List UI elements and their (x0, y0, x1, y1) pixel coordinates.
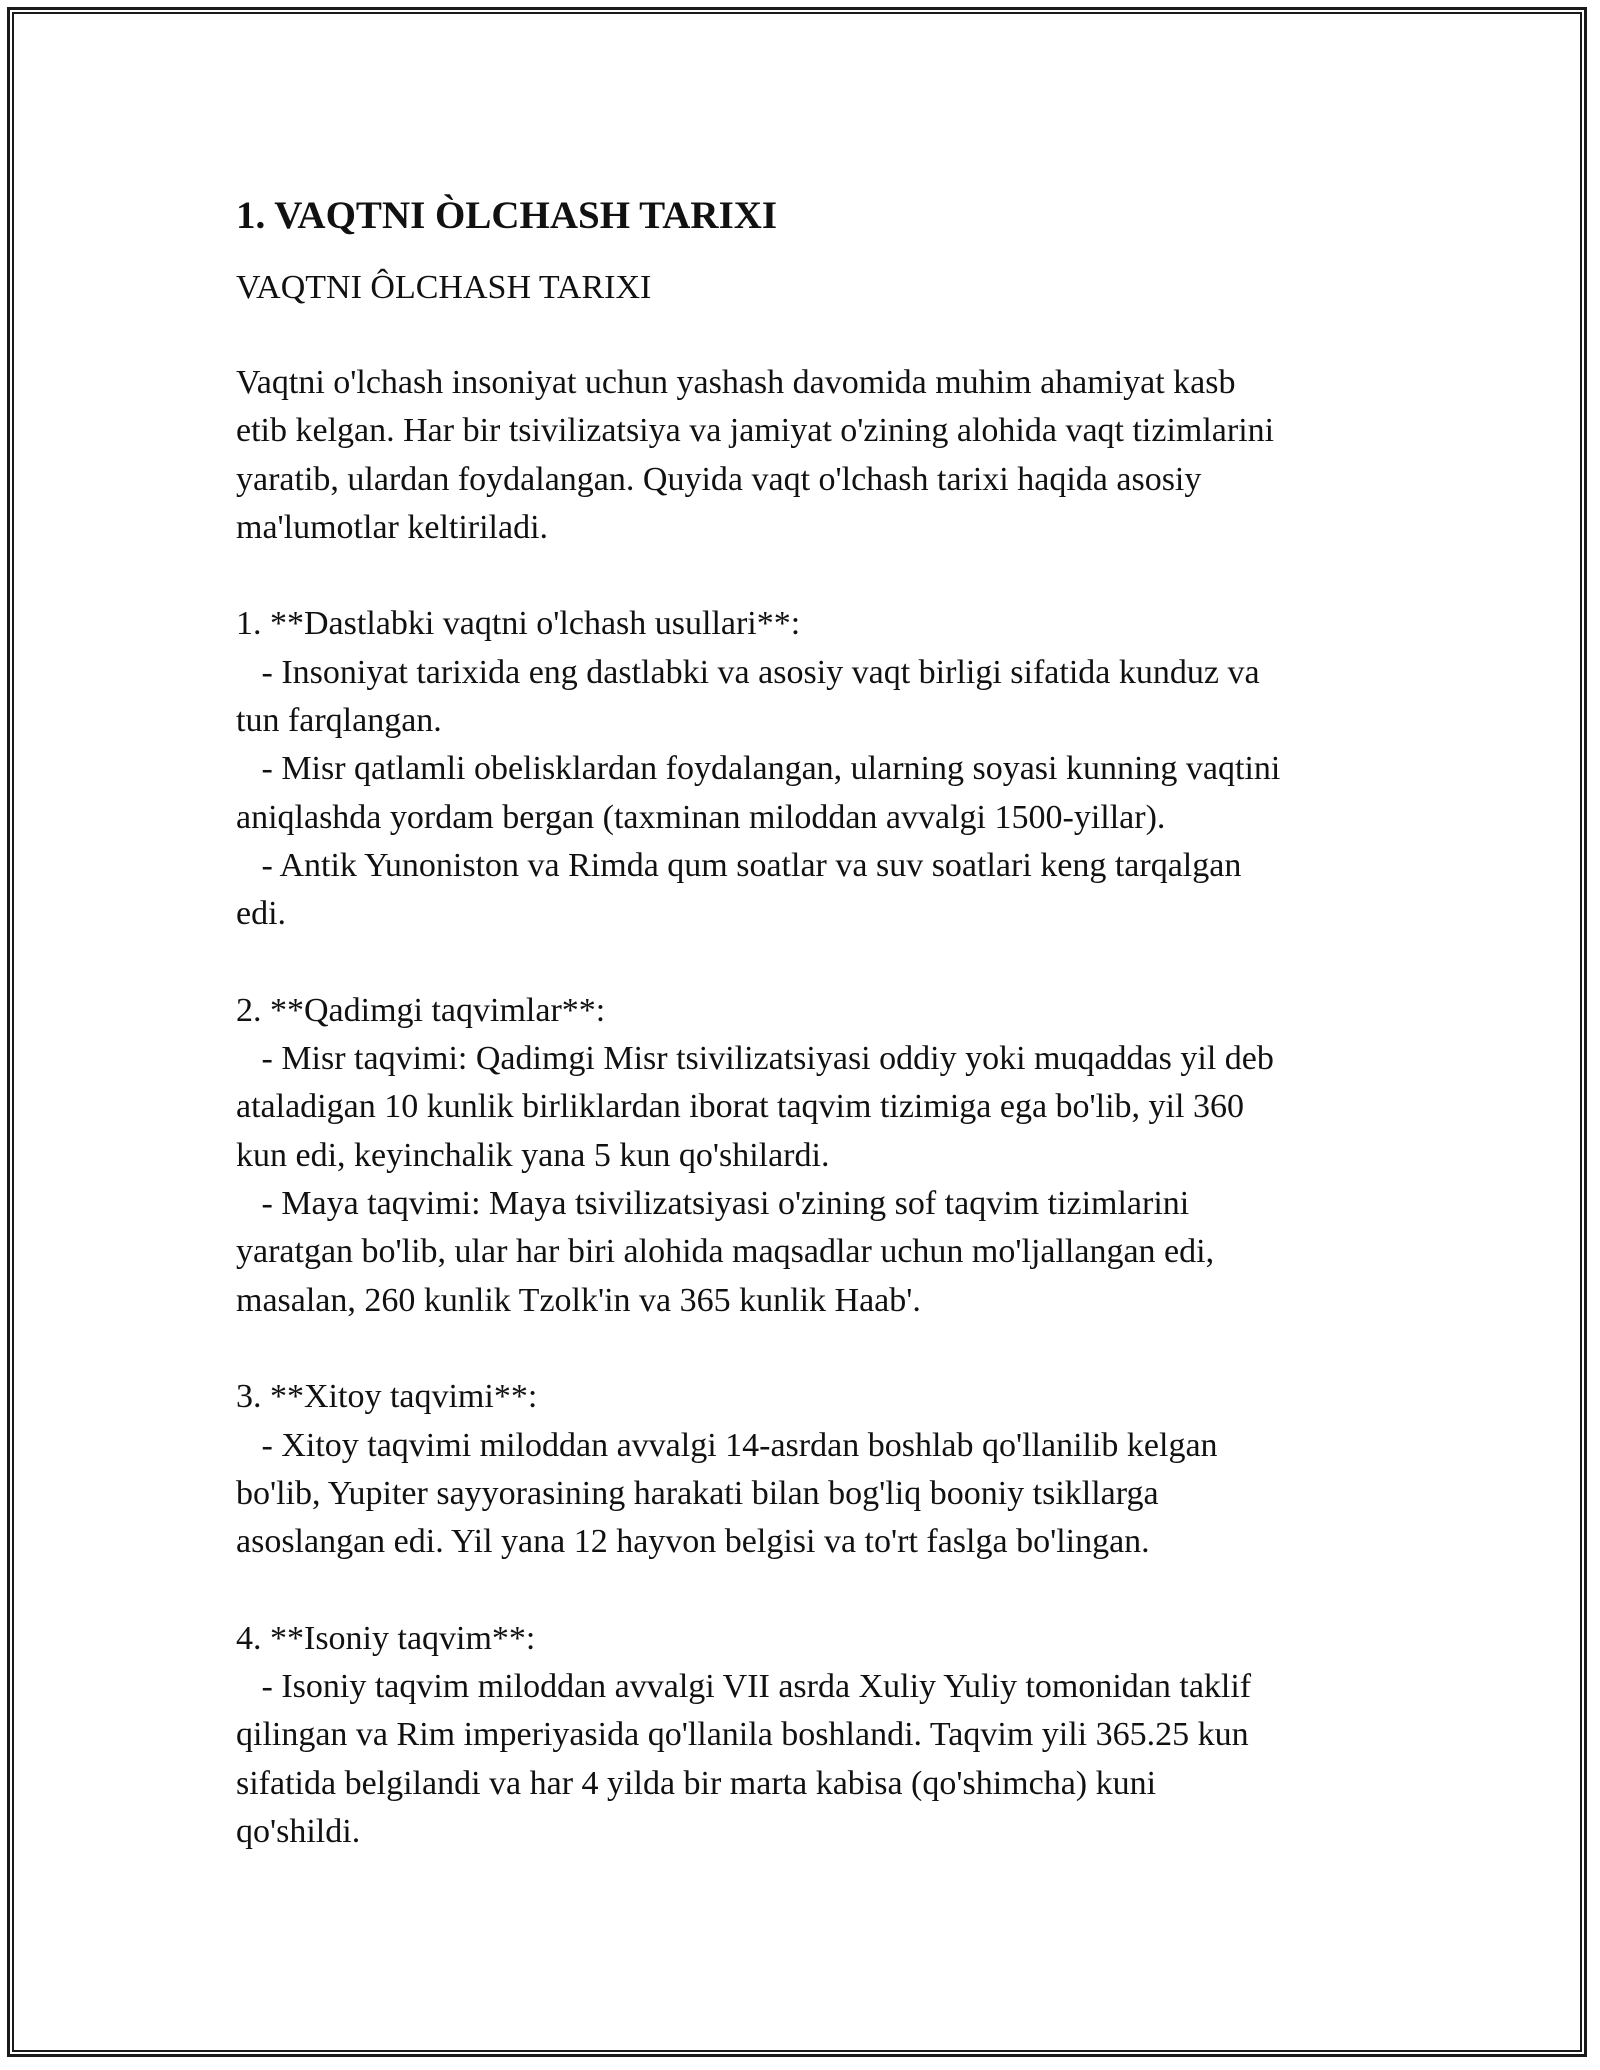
text-line: etib kelgan. Har bir tsivilizatsiya va jamiyat o'zining alohida vaqt tizimlarini (236, 412, 1275, 450)
text-line: ataladigan 10 kunlik birliklardan iborat taqvim tizimiga ega bo'lib, yil 360 (236, 1088, 1244, 1126)
text-line: tun farqlangan. (236, 702, 442, 740)
section-chinese-calendar (236, 1373, 1406, 1566)
section-title: 2. **Qadimgi taqvimlar**: (236, 991, 606, 1029)
document-heading: 1. VAQTNI ÒLCHASH TARIXI (236, 194, 778, 237)
section-early-methods (236, 600, 1406, 938)
text-line: aniqlashda yordam bergan (taxminan miloddan avvalgi 1500-yillar). (236, 798, 1166, 836)
intro-paragraph (236, 359, 1406, 552)
section-title: 1. **Dastlabki vaqtni o'lchash usullari**: (236, 605, 801, 643)
text-line: edi. (236, 895, 287, 933)
text-line: - Xitoy taqvimi miloddan avvalgi 14-asrdan boshlab qo'llanilib kelgan (236, 1426, 1218, 1464)
text-line: ma'lumotlar keltiriladi. (236, 508, 549, 546)
section-title: 4. **Isoniy taqvim**: (236, 1619, 536, 1657)
document-page (236, 188, 1406, 1856)
text-line: bo'lib, Yupiter sayyorasining harakati bilan bog'liq booniy tsikllarga (236, 1474, 1159, 1512)
section-title: 3. **Xitoy taqvimi**: (236, 1378, 538, 1416)
section-julian-calendar (236, 1615, 1406, 1856)
document-subheading: VAQTNI ÔLCHASH TARIXI (236, 269, 652, 306)
text-line: Vaqtni o'lchash insoniyat uchun yashash davomida muhim ahamiyat kasb (236, 364, 1236, 401)
text-line: - Misr taqvimi: Qadimgi Misr tsivilizatsiyasi oddiy yoki muqaddas yil deb (236, 1040, 1274, 1078)
text-line: yaratgan bo'lib, ular har biri alohida maqsadlar uchun mo'ljallangan edi, (236, 1233, 1215, 1271)
section-ancient-calendars (236, 987, 1406, 1325)
text-line: qo'shildi. (236, 1812, 361, 1850)
text-line: - Maya taqvimi: Maya tsivilizatsiyasi o'zining sof taqvim tizimlarini (236, 1185, 1190, 1223)
text-line: - Antik Yunoniston va Rimda qum soatlar va suv soatlari keng tarqalgan (236, 846, 1242, 884)
text-line: - Misr qatlamli obelisklardan foydalangan, ularning soyasi kunning vaqtini (236, 750, 1281, 788)
text-line: sifatida belgilandi va har 4 yilda bir marta kabisa (qo'shimcha) kuni (236, 1764, 1157, 1802)
text-line: - Isoniy taqvim miloddan avvalgi VII asrda Xuliy Yuliy tomonidan taklif (236, 1668, 1252, 1706)
text-line: - Insoniyat tarixida eng dastlabki va asosiy vaqt birligi sifatida kunduz va (236, 653, 1260, 691)
text-line: asoslangan edi. Yil yana 12 hayvon belgisi va to'rt faslga bo'lingan. (236, 1523, 1150, 1561)
text-line: qilingan va Rim imperiyasida qo'llanila boshlandi. Taqvim yili 365.25 kun (236, 1716, 1249, 1754)
text-line: kun edi, keyinchalik yana 5 kun qo'shilardi. (236, 1136, 830, 1174)
text-line: masalan, 260 kunlik Tzolk'in va 365 kunlik Haab'. (236, 1281, 921, 1319)
text-line: yaratib, ulardan foydalangan. Quyida vaqt o'lchash tarixi haqida asosiy (236, 460, 1202, 498)
